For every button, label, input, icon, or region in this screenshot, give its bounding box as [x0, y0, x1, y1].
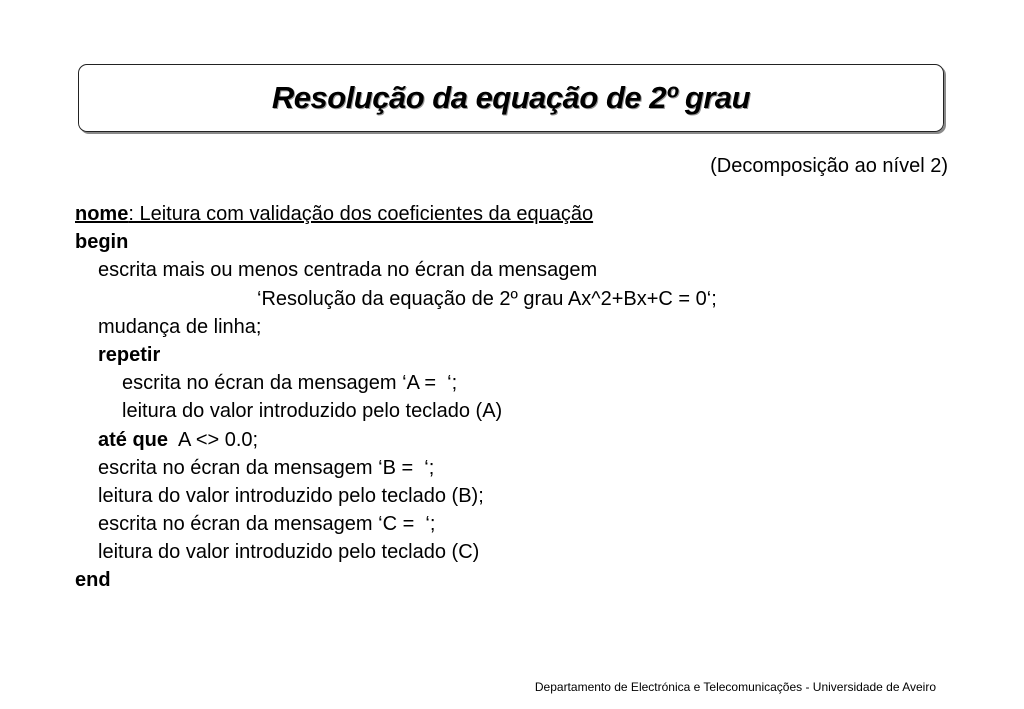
code-line: escrita no écran da mensagem ‘B = ‘; [98, 456, 435, 479]
until-condition: A <> 0.0; [168, 428, 259, 451]
begin-keyword: begin [75, 231, 129, 254]
code-line: leitura do valor introduzido pelo teclado (C) [98, 541, 480, 564]
pseudocode-block [75, 200, 717, 595]
slide-title: Resolução da equação de 2º grau [271, 80, 751, 115]
slide-subtitle: (Decomposição ao nível 2) [710, 155, 948, 177]
until-line [75, 426, 717, 454]
code-line: ‘Resolução da equação de 2º grau Ax^2+Bx+C = 0‘; [257, 287, 717, 310]
code-line: leitura do valor introduzido pelo teclado (B); [98, 484, 484, 507]
code-line: leitura do valor introduzido pelo teclado (A) [122, 400, 503, 423]
title-box [78, 64, 944, 132]
end-keyword: end [75, 569, 111, 592]
heading-keyword: nome [75, 203, 129, 225]
code-line: mudança de linha; [98, 315, 262, 338]
procedure-heading [75, 200, 717, 228]
repeat-keyword: repetir [98, 343, 161, 366]
code-line: escrita mais ou menos centrada no écran da mensagem [98, 259, 598, 282]
heading-text: : Leitura com validação dos coeficientes da equação [128, 203, 594, 225]
code-line: escrita no écran da mensagem ‘A = ‘; [122, 372, 458, 395]
slide-footer: Departamento de Electrónica e Telecomunicações - Universidade de Aveiro [534, 680, 936, 694]
until-keyword: até que [98, 428, 169, 451]
code-line: escrita no écran da mensagem ‘C = ‘; [98, 513, 436, 536]
